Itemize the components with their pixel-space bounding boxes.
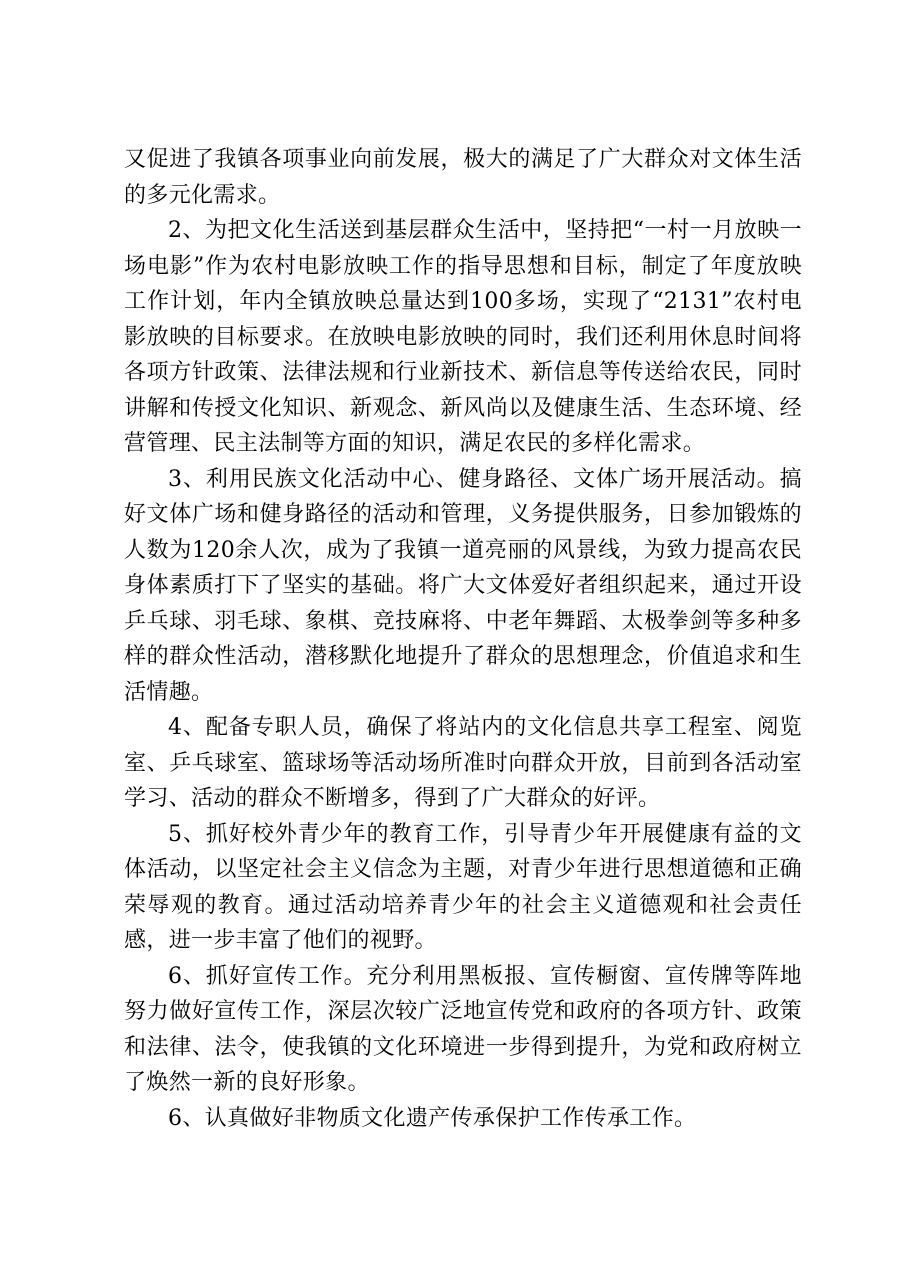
paragraph-item-2: 2、为把文化生活送到基层群众生活中，坚持把“一村一月放映一场电影”作为农村电影放映工作的指导思想和目标，制定了年度放映工作计划，年内全镇放映总量达到100多场，实现了“2131”农村电影放映的目标要求。在放映电影放映的同时，我们还利用休息时间将各项方针政策、法律法规和行业新技术、新信息等传送给农民，同时讲解和传授文化知识、新观念、新风尚以及健康生活、生态环境、经营管理、民主法制等方面的知识，满足农民的多样化需求。	[124, 218, 802, 456]
document-body	[124, 142, 802, 1136]
paragraph-item-6-heritage: 6、认真做好非物质文化遗产传承保护工作传承工作。	[168, 1105, 697, 1131]
paragraph-item-5: 5、抓好校外青少年的教育工作，引导青少年开展健康有益的文体活动，以坚定社会主义信念为主题，对青少年进行思想道德和正确荣辱观的教育。通过活动培养青少年的社会主义道德观和社会责任感，进一步丰富了他们的视野。	[124, 821, 802, 953]
paragraph-item-4: 4、配备专职人员，确保了将站内的文化信息共享工程室、阅览室、乒乓球室、篮球场等活动场所准时向群众开放，目前到各活动室学习、活动的群众不断增多，得到了广大群众的好评。	[124, 715, 802, 811]
paragraph-item-3: 3、利用民族文化活动中心、健身路径、文体广场开展活动。搞好文体广场和健身路径的活动和管理，义务提供服务，日参加锻炼的人数为120余人次，成为了我镇一道亮丽的风景线，为致力提高农民身体素质打下了坚实的基础。将广大文体爱好者组织起来，通过开设乒乓球、羽毛球、象棋、竞技麻将、中老年舞蹈、太极拳剑等多种多样的群众性活动，潜移默化地提升了群众的思想理念，价值追求和生活情趣。	[124, 466, 802, 705]
paragraph-continuation: 又促进了我镇各项事业向前发展，极大的满足了广大群众对文体生活的多元化需求。	[124, 147, 802, 208]
paragraph-item-6-publicity: 6、抓好宣传工作。充分利用黑板报、宣传橱窗、宣传牌等阵地努力做好宣传工作，深层次较广泛地宣传党和政府的各项方针、政策和法律、法令，使我镇的文化环境进一步得到提升，为党和政府树立了焕然一新的良好形象。	[124, 963, 802, 1095]
